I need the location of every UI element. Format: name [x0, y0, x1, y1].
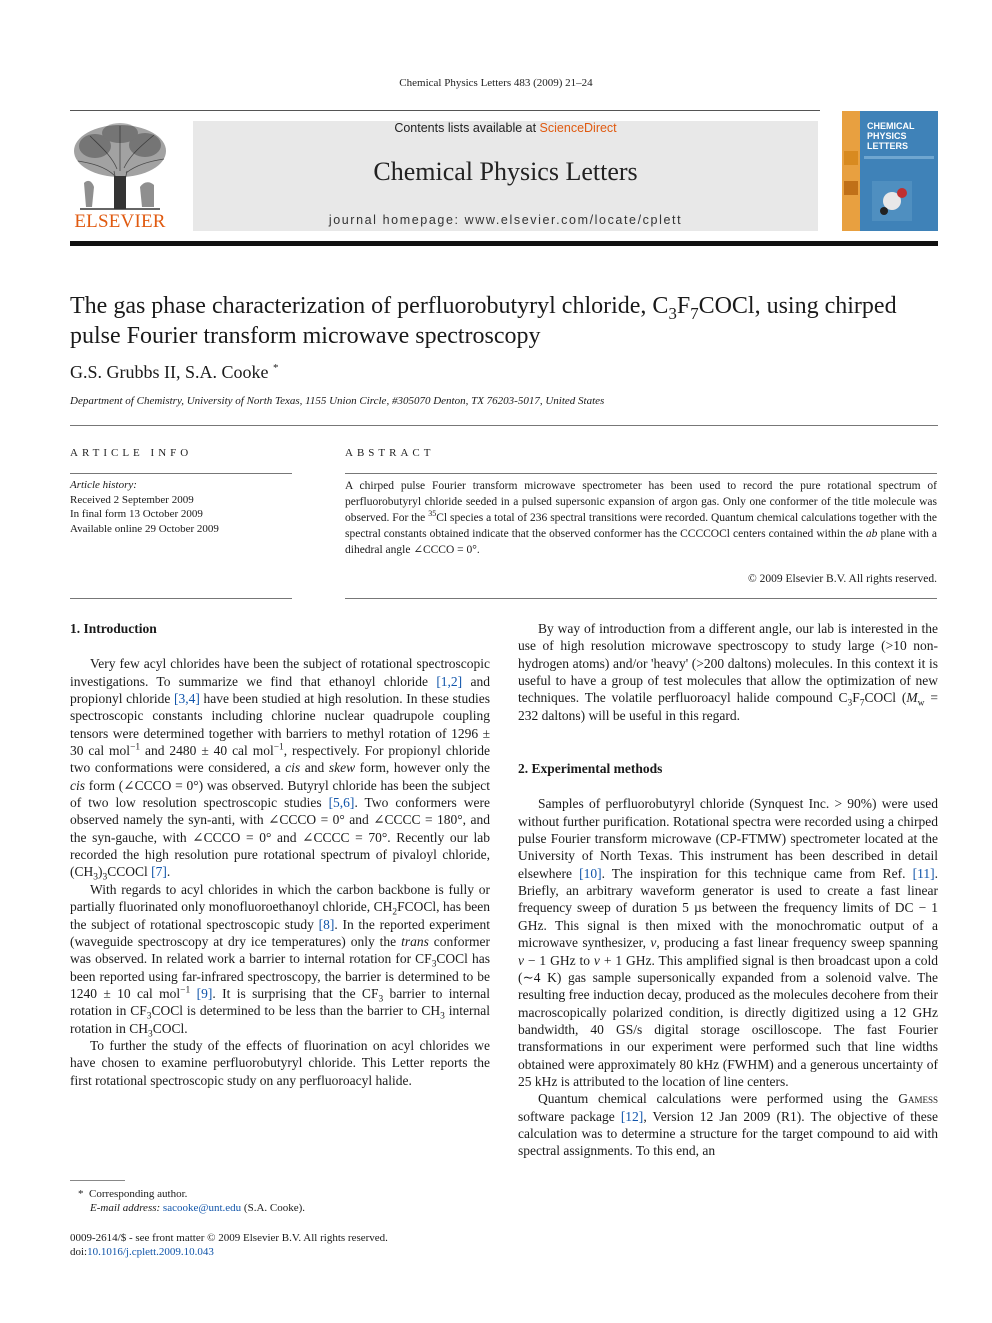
- reference-link[interactable]: [5,6]: [328, 795, 355, 811]
- corresponding-note: Corresponding author.: [89, 1188, 188, 1200]
- left-column: [70, 620, 490, 1089]
- contents-availability: [193, 121, 818, 135]
- section-heading-experimental: 2. Experimental methods: [518, 761, 663, 777]
- corresponding-author-mark[interactable]: *: [273, 362, 279, 374]
- reference-link[interactable]: [10]: [579, 865, 602, 881]
- cover-title: CHEMICAL PHYSICS LETTERS: [867, 121, 915, 151]
- article-history: [70, 478, 292, 536]
- reference-link[interactable]: [11]: [912, 865, 935, 881]
- footnote-rule: [70, 1180, 125, 1181]
- front-matter: [70, 1231, 510, 1259]
- doi-label: doi:: [70, 1246, 88, 1258]
- footnote: [78, 1187, 478, 1215]
- contents-prefix: Contents lists available at: [394, 121, 540, 135]
- issn-line: 0009-2614/$ - see front matter © 2009 Elsevier B.V. All rights reserved.: [70, 1232, 388, 1244]
- article-info-heading: ARTICLE INFO: [70, 447, 193, 459]
- email-label: E-mail address:: [90, 1202, 163, 1214]
- article-title: The gas phase characterization of perfluorobutyryl chloride, $C_3F_7COCl$, using chirped pulse Fourier transform microwave spectroscopy: [70, 293, 897, 349]
- history-label: Article history:: [70, 479, 137, 491]
- elsevier-wordmark: ELSEVIER: [74, 211, 166, 232]
- paragraph: With regards to acyl chlorides in which the carbon backbone is fully or partially fluorinated only monofluoroethanoyl chloride, $CH_2FCOCl$, has been the subject of rotational spectroscopic study [8]. In the reported experiment (waveguide spectroscopy at dry ice temperatures) only the trans conformer was observed. In related work a barrier to internal rotation for $CF_3COCl$ has been reported using far-infrared spectroscopy, the barrier is determined to be 1240 ± 10 cal mol$^{-1}$ [9]. It is surprising that the $CF_3$ barrier to internal rotation in $CF_3COCl$ is determined to be less than the barrier to $CH_3$ internal rotation in $CH_3COCl$.: [70, 881, 490, 1040]
- reference-link[interactable]: [3,4]: [173, 691, 200, 707]
- online-date: Available online 29 October 2009: [70, 522, 219, 535]
- sciencedirect-link[interactable]: ScienceDirect: [539, 121, 617, 135]
- revised-date: In final form 13 October 2009: [70, 508, 203, 520]
- paragraph: By way of introduction from a different angle, our lab is interested in the use of high resolution microwave spectroscopy to study large (>10 non-hydrogen atoms) and/or 'heavy' (>200 daltons) molecules. In this context it is useful to have a group of test molecules that allow the optimization of new techniques. The volatile perfluoroacyl halide compound $C_3F_7COCl$ ($M_w = 232$ daltons) will be useful in this regard.: [518, 621, 938, 723]
- affiliation: Department of Chemistry, University of North Texas, 1155 Union Circle, #305070 Denton, TX 76203-5017, United States: [70, 395, 605, 407]
- reference-link[interactable]: [9]: [196, 985, 213, 1001]
- section-heading-introduction: 1. Introduction: [70, 621, 157, 636]
- reference-link[interactable]: [1,2]: [436, 673, 463, 689]
- reference-link[interactable]: [12]: [620, 1108, 644, 1124]
- divider: [345, 473, 937, 474]
- header-thick-rule: [70, 241, 938, 246]
- tree-icon: [70, 121, 170, 211]
- journal-cover-thumbnail: [842, 111, 938, 231]
- paragraph: To further the study of the effects of fluorination on acyl chlorides we have chosen to examine perfluorobutyryl chloride. This Letter reports the first rotational spectroscopic study on any perfluoroacyl halide.: [70, 1037, 490, 1088]
- received-date: Received 2 September 2009: [70, 493, 194, 506]
- email-name: (S.A. Cooke).: [241, 1202, 306, 1214]
- reference-link[interactable]: [7]: [151, 864, 167, 880]
- divider: [70, 473, 292, 474]
- doi-link[interactable]: 10.1016/j.cplett.2009.10.043: [87, 1246, 214, 1258]
- journal-citation: Chemical Physics Letters 483 (2009) 21–24: [399, 77, 593, 89]
- header-rule: [70, 110, 820, 111]
- divider: [345, 598, 937, 599]
- journal-name: Chemical Physics Letters: [373, 157, 638, 186]
- abstract-body: A chirped pulse Fourier transform microwave spectrometer has been used to record the pure rotational spectrum of perfluorobutyryl chloride seeded in a pulsed supersonic expansion of argon gas. Only one conformer of the title molecule was observed. For the $^{35}$Cl species a total of 236 spectral transitions were recorded. Quantum chemical calculations together with the spectral constants obtained indicate that the observed conformer has the CCCCOCl centers contained within the ab plane with a dihedral angle ∠CCCO = 0°.: [345, 480, 937, 556]
- divider: [70, 598, 292, 599]
- journal-homepage[interactable]: journal homepage: www.elsevier.com/locate/cplett: [328, 213, 683, 227]
- paragraph: Very few acyl chlorides have been the subject of rotational spectroscopic investigations. To summarize we find that ethanoyl chloride [1,2] and propionyl chloride [3,4] have been studied at high resolution. In these studies spectroscopic constants including chlorine nuclear quadrupole coupling tensors were determined together with barriers to methyl rotation of 1296 ± 30 cal mol$^{-1}$ and 2480 ± 40 cal mol$^{-1}$, respectively. For propionyl chloride two conformations were considered, a cis and skew form, however only the cis form (∠CCCO = 0°) was observed. Butyryl chloride has been the subject of two low resolution spectroscopic studies [5,6]. Two conformers were observed namely the syn-anti, with ∠CCCO = 0° and ∠CCCC = 180°, and the syn-gauche, with ∠CCCO = 0° and ∠CCCC = 70°. Recently our lab recorded the high resolution pure rotational spectrum of pivaloyl chloride, $(CH_3)_3CCOCl$ [7].: [70, 656, 491, 884]
- email-link[interactable]: sacooke@unt.edu: [162, 1202, 242, 1214]
- paragraph: Quantum chemical calculations were performed using the Gamess software package [12], Version 12 Jan 2009 (R1). The objective of these calculation was to determine a structure for the target compound to aid with spectral assignments. To this end, an: [518, 1091, 938, 1159]
- authors: G.S. Grubbs II, S.A. Cooke: [70, 362, 269, 382]
- author-list: [70, 362, 279, 383]
- footnote-mark: *: [78, 1188, 84, 1200]
- paragraph: Samples of perfluorobutyryl chloride (Synquest Inc. > 90%) were used without further purification. Rotational spectra were recorded using a chirped pulse Fourier transform microwave (CP-FTMW) spectrometer located at the University of North Texas. This instrument has been described in detail elsewhere [10]. The inspiration for this technique came from Ref. [11]. Briefly, an arbitrary waveform generator is used to create a fast linear frequency sweep of duration 5 µs between the frequency limits of DC − 1 GHz. This signal is then mixed with the monochromatic output of a microwave synthesizer, ν, producing a fast linear frequency sweep spanning ν − 1 GHz to ν + 1 GHz. This amplified signal is then broadcast upon a cold (∼4 K) gas sample supersonically expanded from a solenoid valve. The resulting free induction decay, produced as the molecules decohere from their macroscopically polarized condition, is directly digitized using a 12 GHz bandwidth, 40 GS/s digital storage oscilloscope. The fast Fourier transformations in our experiment were performed such that line widths obtained were approximately 80 kHz (FWHM) and a generous uncertainty of 25 kHz is attributed to the location of line centers.: [518, 796, 938, 1089]
- reference-link[interactable]: [8]: [318, 916, 335, 932]
- abstract-heading: ABSTRACT: [345, 447, 435, 459]
- right-column: [518, 620, 938, 1160]
- abstract-copyright: © 2009 Elsevier B.V. All rights reserved.: [748, 573, 937, 585]
- divider: [70, 425, 938, 426]
